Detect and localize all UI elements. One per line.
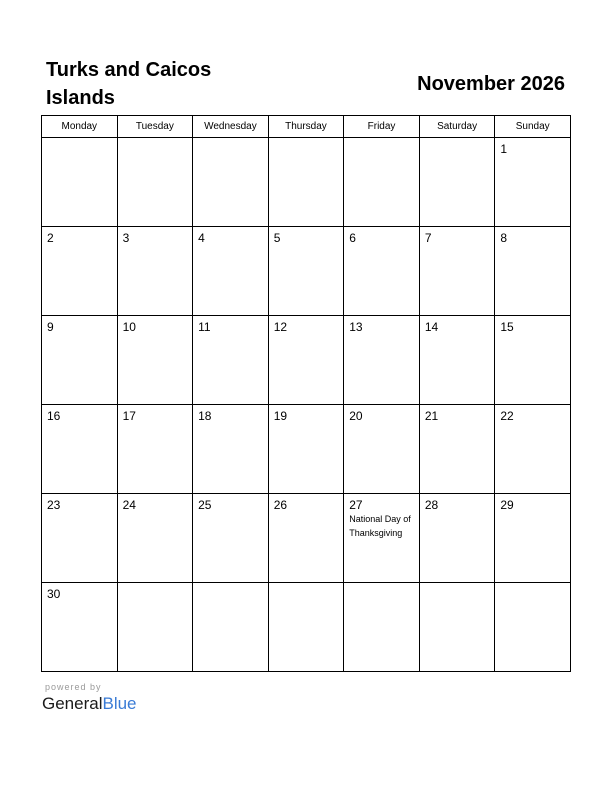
day-number: 20 [349, 409, 363, 423]
day-cell [495, 227, 571, 316]
day-number: 10 [122, 320, 136, 334]
day-cell [495, 316, 571, 405]
day-number [42, 138, 117, 142]
day-number: 18 [198, 409, 212, 423]
day-cell [495, 138, 571, 227]
day-number: 28 [424, 498, 439, 512]
day-cell [344, 138, 420, 227]
day-number: 30 [47, 587, 61, 601]
weekday-header-row [42, 116, 571, 138]
weekday-header-wednesday: Wednesday [193, 116, 269, 138]
week-row [42, 138, 571, 227]
day-number [269, 583, 344, 587]
day-cell [495, 494, 571, 583]
day-cell [193, 405, 269, 494]
day-cell [419, 316, 495, 405]
day-cell [495, 583, 571, 672]
day-number: 13 [349, 320, 363, 334]
day-cell [193, 494, 269, 583]
day-number: 3 [122, 231, 130, 245]
day-number: 21 [424, 409, 439, 423]
day-number: 16 [47, 409, 61, 423]
day-cell [117, 227, 193, 316]
day-cell [193, 138, 269, 227]
day-number [193, 583, 268, 587]
day-number: 8 [500, 231, 508, 245]
weekday-header-tuesday: Tuesday [117, 116, 193, 138]
day-cell [42, 138, 118, 227]
day-cell [42, 494, 118, 583]
day-number: 29 [500, 498, 514, 512]
day-number: 6 [349, 231, 356, 245]
generalblue-logo[interactable] [42, 694, 137, 714]
day-number [344, 138, 419, 142]
powered-by-label: powered by [45, 682, 102, 692]
day-cell [42, 583, 118, 672]
day-number: 14 [424, 320, 439, 334]
holiday-label: National Day of Thanksgiving [349, 514, 411, 538]
day-number: 7 [424, 231, 432, 245]
country-title: Turks and Caicos Islands [46, 59, 212, 109]
day-cell [193, 316, 269, 405]
day-cell [344, 227, 420, 316]
day-number: 17 [122, 409, 136, 423]
day-number: 19 [273, 409, 288, 423]
day-number: 5 [273, 231, 281, 245]
logo-text-blue: Blue [102, 694, 137, 713]
day-number: 15 [500, 320, 514, 334]
day-cell [495, 405, 571, 494]
day-cell [117, 494, 193, 583]
day-cell [42, 316, 118, 405]
day-cell [419, 138, 495, 227]
day-number [269, 138, 344, 142]
day-cell [268, 227, 344, 316]
day-number: 9 [47, 320, 54, 334]
day-number: 27 [349, 498, 363, 512]
day-number: 11 [198, 320, 211, 334]
day-number: 25 [198, 498, 212, 512]
day-number [344, 583, 419, 587]
week-row [42, 583, 571, 672]
day-cell [193, 227, 269, 316]
day-cell [268, 583, 344, 672]
week-row [42, 405, 571, 494]
day-cell [268, 138, 344, 227]
day-cell [419, 227, 495, 316]
weekday-header-sunday: Sunday [495, 116, 571, 138]
day-cell [117, 405, 193, 494]
day-number [118, 138, 193, 142]
day-number [420, 138, 495, 142]
weekday-header-monday: Monday [42, 116, 118, 138]
day-cell [419, 583, 495, 672]
day-number: 4 [198, 231, 205, 245]
week-row [42, 316, 571, 405]
day-cell [117, 583, 193, 672]
weekday-header-friday: Friday [344, 116, 420, 138]
day-cell [344, 316, 420, 405]
day-number [495, 583, 570, 587]
day-number [193, 138, 268, 142]
day-cell [268, 405, 344, 494]
day-cell [344, 583, 420, 672]
day-number: 1 [500, 142, 508, 156]
day-number: 2 [47, 231, 54, 245]
day-cell [42, 227, 118, 316]
weekday-header-saturday: Saturday [419, 116, 495, 138]
day-cell [268, 494, 344, 583]
day-number: 24 [122, 498, 136, 512]
day-cell [42, 405, 118, 494]
week-row [42, 494, 571, 583]
month-year-title: November 2026 [417, 73, 565, 95]
day-cell [193, 583, 269, 672]
day-number: 23 [47, 498, 61, 512]
day-cell [268, 316, 344, 405]
day-cell [344, 494, 420, 583]
day-cell [117, 138, 193, 227]
day-number: 22 [500, 409, 514, 423]
day-cell [117, 316, 193, 405]
logo-text-general: General [42, 694, 103, 713]
day-number [118, 583, 193, 587]
day-cell [419, 405, 495, 494]
weekday-header-thursday: Thursday [268, 116, 344, 138]
day-number: 12 [273, 320, 288, 334]
calendar-grid [41, 115, 571, 672]
day-number: 26 [273, 498, 288, 512]
day-number [420, 583, 495, 587]
footer-branding [42, 682, 137, 714]
week-row [42, 227, 571, 316]
day-cell [344, 405, 420, 494]
day-cell [419, 494, 495, 583]
